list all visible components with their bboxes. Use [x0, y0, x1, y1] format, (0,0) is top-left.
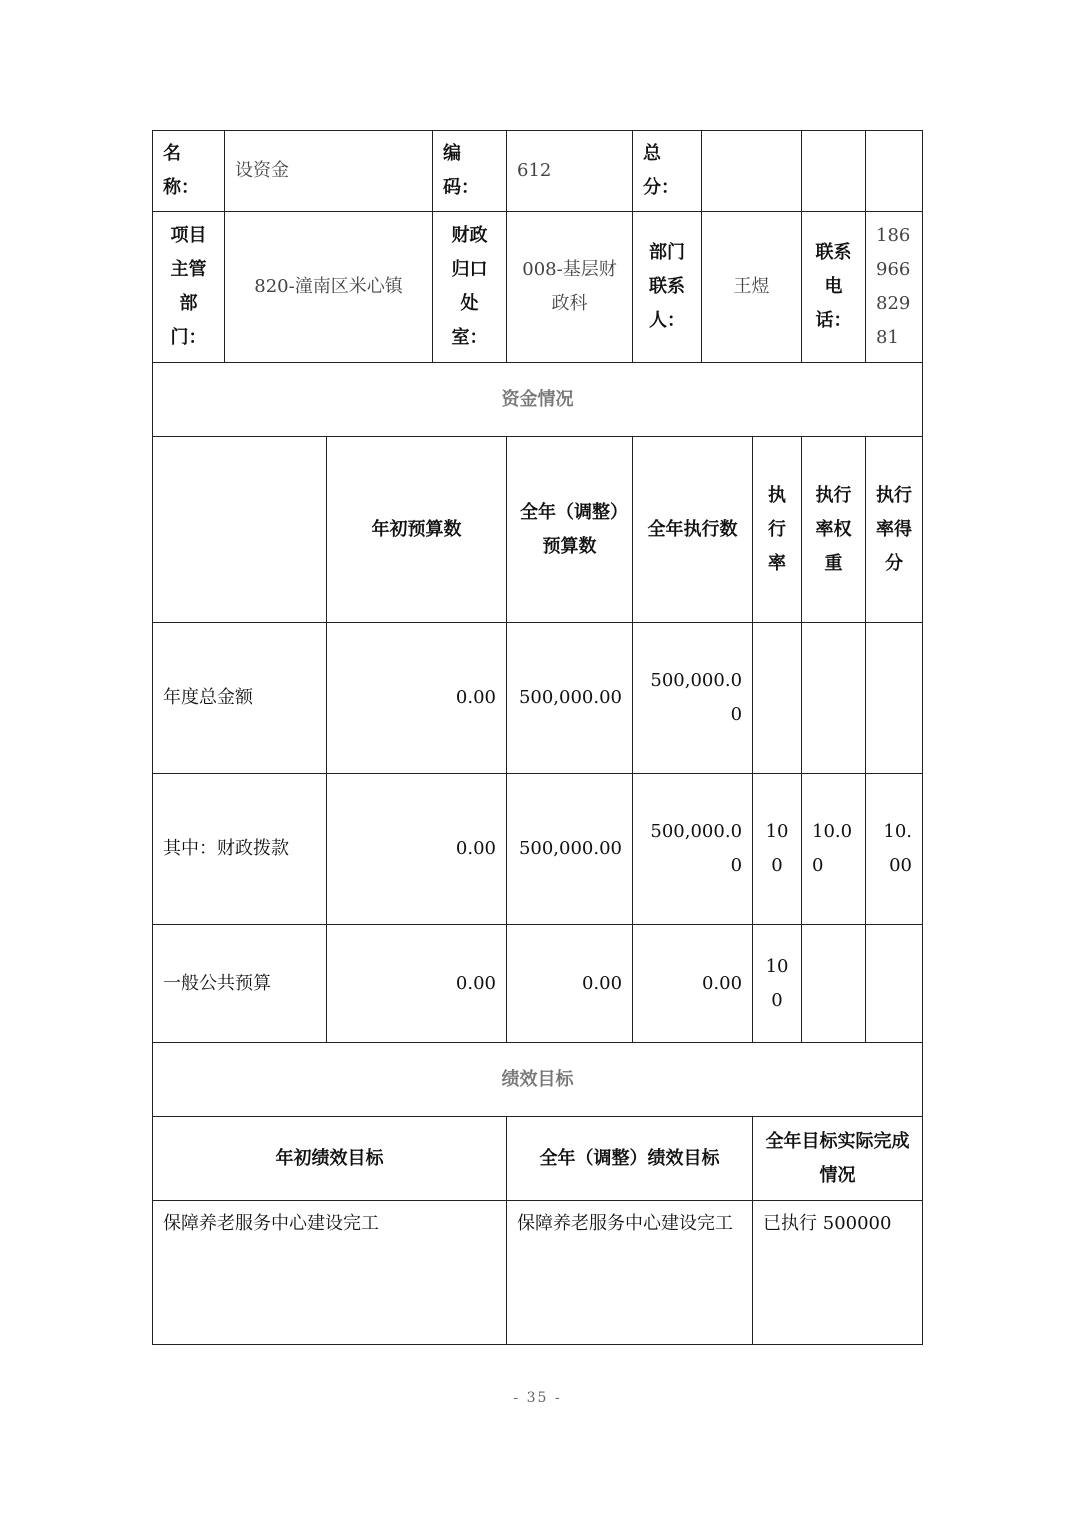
- executed-cell: 500,000.00: [633, 774, 753, 925]
- header-empty-cell: [866, 131, 923, 212]
- dept-row: [153, 212, 923, 363]
- dept-value: 820-潼南区米心镇: [225, 212, 433, 363]
- col-adjusted-goal: 全年（调整）绩效目标: [507, 1117, 753, 1201]
- contact-value: 王煜: [702, 212, 802, 363]
- execution-rate-cell: 100: [753, 925, 802, 1043]
- col-adjusted-budget: 全年（调整）预算数: [507, 437, 633, 623]
- name-label: 名称：: [153, 131, 225, 212]
- performance-table-wrapper: [152, 130, 923, 1345]
- rate-score-cell: [866, 623, 923, 774]
- finance-value: 008-基层财政科: [507, 212, 633, 363]
- goals-section-row: [153, 1043, 923, 1117]
- col-rate-score: 执行率得分: [866, 437, 923, 623]
- score-value: [702, 131, 802, 212]
- rate-score-cell: [866, 925, 923, 1043]
- phone-label: 联系电话：: [802, 212, 866, 363]
- rate-weight-cell: [802, 623, 866, 774]
- finance-label: 财政归口处室：: [433, 212, 507, 363]
- rate-score-cell: 10.00: [866, 774, 923, 925]
- executed-cell: 0.00: [633, 925, 753, 1043]
- funds-header-blank: [153, 437, 327, 623]
- col-initial-goal: 年初绩效目标: [153, 1117, 507, 1201]
- row-label: 其中：财政拨款: [153, 774, 327, 925]
- row-label: 一般公共预算: [153, 925, 327, 1043]
- adjusted-budget-cell: 500,000.00: [507, 623, 633, 774]
- goals-section-title: 绩效目标: [153, 1043, 923, 1117]
- performance-table: [152, 130, 923, 1345]
- col-rate-weight: 执行率权重: [802, 437, 866, 623]
- initial-budget-cell: 0.00: [327, 774, 507, 925]
- col-execution-rate: 执行率: [753, 437, 802, 623]
- rate-weight-cell: [802, 925, 866, 1043]
- header-row: [153, 131, 923, 212]
- rate-weight-cell: 10.00: [802, 774, 866, 925]
- name-value: 设资金: [225, 131, 433, 212]
- col-actual-completion: 全年目标实际完成情况: [753, 1117, 923, 1201]
- execution-rate-cell: [753, 623, 802, 774]
- goals-header-row: [153, 1117, 923, 1201]
- score-label: 总分：: [633, 131, 702, 212]
- header-empty-cell: [802, 131, 866, 212]
- adjusted-budget-cell: 0.00: [507, 925, 633, 1043]
- initial-budget-cell: 0.00: [327, 623, 507, 774]
- code-value: 612: [507, 131, 633, 212]
- executed-cell: 500,000.00: [633, 623, 753, 774]
- adjusted-goal-text: 保障养老服务中心建设完工: [507, 1201, 753, 1345]
- page-number: - 35 -: [513, 1390, 562, 1406]
- initial-goal-text: 保障养老服务中心建设完工: [153, 1201, 507, 1345]
- col-initial-budget: 年初预算数: [327, 437, 507, 623]
- funds-column-header-row: [153, 437, 923, 623]
- initial-budget-cell: 0.00: [327, 925, 507, 1043]
- phone-value: 18696682981: [866, 212, 923, 363]
- execution-rate-cell: 100: [753, 774, 802, 925]
- row-label: 年度总金额: [153, 623, 327, 774]
- funds-section-title: 资金情况: [153, 363, 923, 437]
- table-row: [153, 925, 923, 1043]
- funds-section-row: [153, 363, 923, 437]
- adjusted-budget-cell: 500,000.00: [507, 774, 633, 925]
- actual-completion-text: 已执行 500000: [753, 1201, 923, 1345]
- goals-content-row: [153, 1201, 923, 1345]
- dept-label: 项目主管部门：: [153, 212, 225, 363]
- contact-label: 部门联系人：: [633, 212, 702, 363]
- table-row: [153, 774, 923, 925]
- code-label: 编码：: [433, 131, 507, 212]
- table-row: [153, 623, 923, 774]
- col-executed: 全年执行数: [633, 437, 753, 623]
